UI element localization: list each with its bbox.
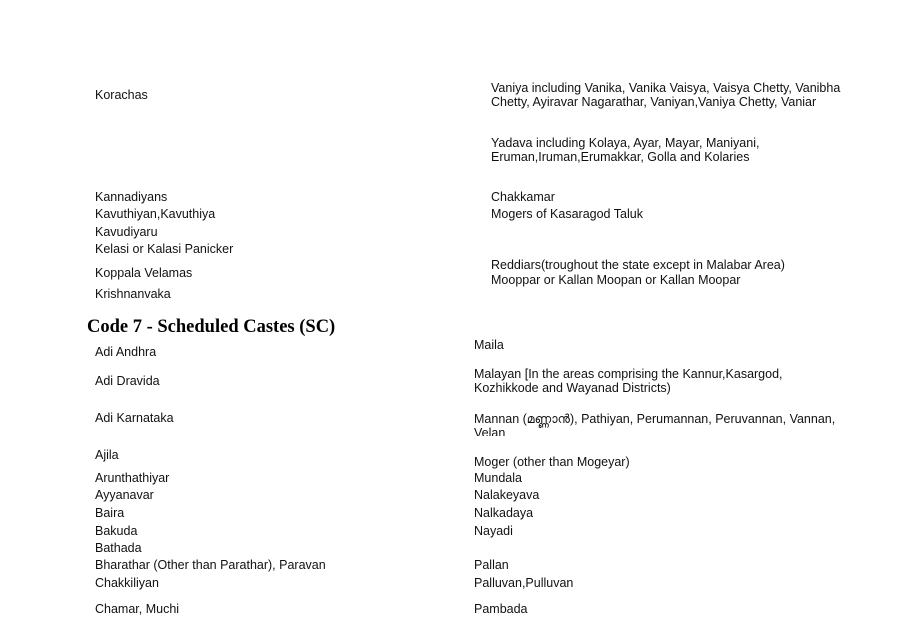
list-item-line: Mooppar or Kallan Moopan or Kallan Moopar: [491, 273, 741, 287]
list-item: Palluvan,Pulluvan: [474, 576, 574, 590]
list-item: [491, 258, 785, 287]
list-item-line: Eruman,Iruman,Erumakkar, Golla and Kolaries: [491, 150, 750, 164]
list-item: Kavuthiyan,Kavuthiya: [95, 207, 216, 221]
list-item-line: Vaniya including Vanika, Vanika Vaisya, Vaisya Chetty, Vanibha: [491, 81, 841, 95]
list-item: [491, 81, 840, 109]
list-item: Koppala Velamas: [95, 266, 193, 280]
list-item: Bakuda: [95, 524, 138, 538]
list-item: Adi Dravida: [95, 374, 160, 388]
list-item: Mundala: [474, 471, 522, 485]
list-item: Nayadi: [474, 524, 513, 538]
list-item: Kelasi or Kalasi Panicker: [95, 242, 234, 256]
list-item: [491, 136, 759, 164]
list-item: Pambada: [474, 602, 528, 616]
list-item: Mogers of Kasaragod Taluk: [491, 207, 643, 221]
list-item: Ajila: [95, 448, 119, 462]
list-item-line: Velan: [474, 426, 506, 436]
list-item: Nalakeyava: [474, 488, 540, 502]
list-item: Chakkamar: [491, 190, 555, 204]
list-item: Arunthathiyar: [95, 471, 170, 485]
list-item: Chamar, Muchi: [95, 602, 180, 616]
list-item: [474, 412, 835, 436]
list-item: Adi Karnataka: [95, 411, 174, 425]
list-item: Adi Andhra: [95, 345, 157, 359]
list-item: Kannadiyans: [95, 190, 168, 204]
list-item-line: Malayan [In the areas comprising the Kannur,Kasargod,: [474, 367, 783, 381]
list-item-line: Reddiars(troughout the state except in Malabar Area): [491, 258, 785, 272]
list-item: [474, 367, 783, 395]
list-item: Baira: [95, 506, 125, 520]
list-item: Nalkadaya: [474, 506, 534, 520]
list-item: Moger (other than Mogeyar): [474, 455, 630, 469]
list-item: Krishnanvaka: [95, 287, 171, 301]
list-item-line: Mannan (മണ്ണാൻ), Pathiyan, Perumannan, Peruvannan, Vannan,: [474, 412, 836, 426]
list-item: Chakkiliyan: [95, 576, 159, 590]
list-item: Korachas: [95, 88, 148, 102]
section-heading: Code 7 - Scheduled Castes (SC): [87, 317, 336, 337]
list-item-line: Chetty, Ayiravar Nagarathar, Vaniyan,Vaniya Chetty, Vaniar: [491, 95, 817, 109]
list-item-line: Yadava including Kolaya, Ayar, Mayar, Maniyani,: [491, 136, 760, 150]
list-item: Maila: [474, 338, 504, 352]
list-item: Bharathar (Other than Parathar), Paravan: [95, 558, 326, 572]
list-item-line: Kozhikkode and Wayanad Districts): [474, 381, 671, 395]
list-item: Pallan: [474, 558, 509, 572]
list-item: Bathada: [95, 541, 142, 555]
list-item: Kavudiyaru: [95, 225, 158, 239]
list-item: Ayyanavar: [95, 488, 154, 502]
